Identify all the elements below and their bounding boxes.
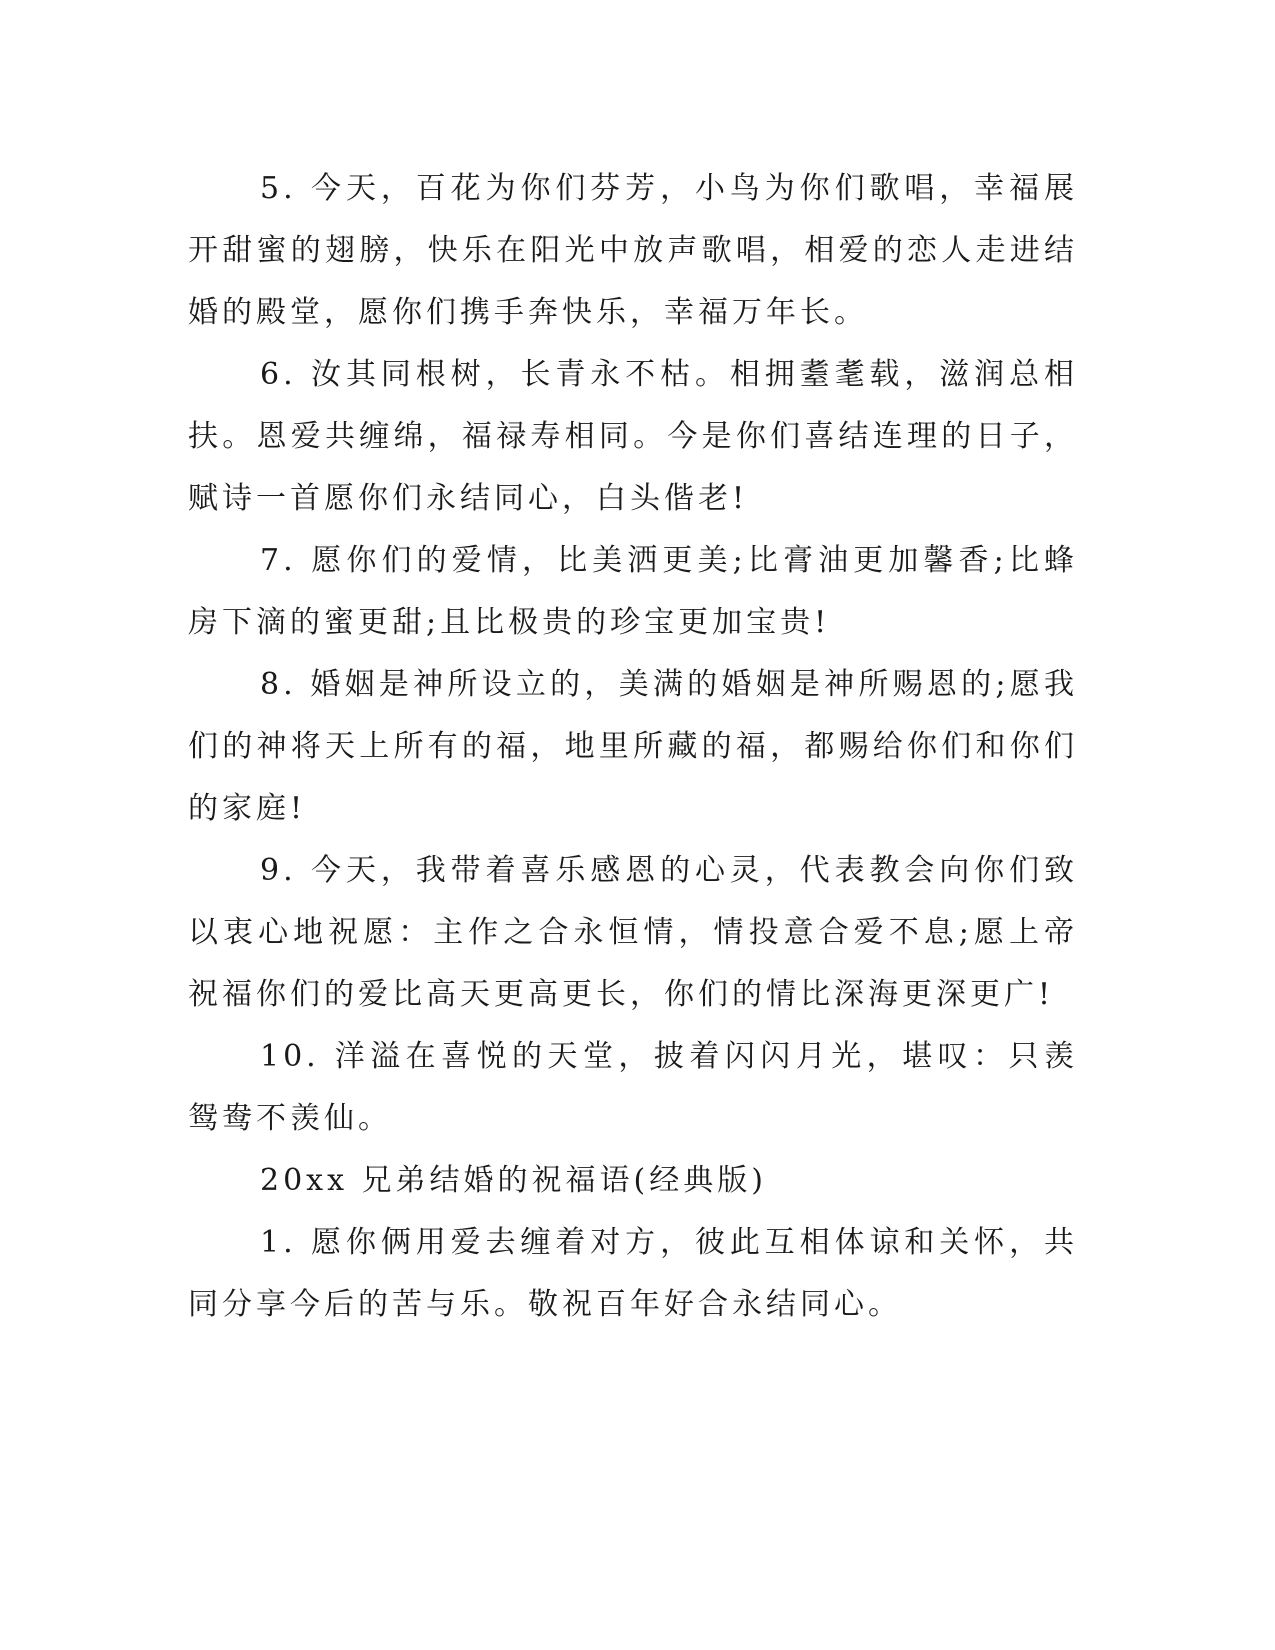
paragraph-blessing-9: 9. 今天，我带着喜乐感恩的心灵，代表教会向你们致以衷心地祝愿：主作之合永恒情，情投意合爱不息;愿上帝祝福你们的爱比高天更高更长，你们的情比深海更深更广! <box>188 853 1078 1012</box>
paragraph-blessing-7: 7. 愿你们的爱情，比美洒更美;比膏油更加馨香;比蜂房下滴的蜜更甜;且比极贵的珍宝更加宝贵! <box>188 543 1078 640</box>
paragraph-classic-1: 1. 愿你俩用爱去缠着对方，彼此互相体谅和关怀，共同分享今后的苦与乐。敬祝百年好合永结同心。 <box>188 1225 1078 1322</box>
section-heading: 20xx 兄弟结婚的祝福语(经典版) <box>260 1163 767 1198</box>
paragraph-blessing-8: 8. 婚姻是神所设立的，美满的婚姻是神所赐恩的;愿我们的神将天上所有的福，地里所藏的福，都赐给你们和你们的家庭! <box>188 667 1078 826</box>
body-text <box>188 158 1078 1336</box>
paragraph-blessing-6: 6. 汝其同根树，长青永不枯。相拥耋耄载，滋润总相扶。恩爱共缠绵，福禄寿相同。今是你们喜结连理的日子，赋诗一首愿你们永结同心，白头偕老! <box>188 357 1078 516</box>
paragraph-blessing-5: 5. 今天，百花为你们芬芳，小鸟为你们歌唱，幸福展开甜蜜的翅膀，快乐在阳光中放声歌唱，相爱的恋人走进结婚的殿堂，愿你们携手奔快乐，幸福万年长。 <box>188 171 1078 330</box>
paragraph-blessing-10: 10. 洋溢在喜悦的天堂，披着闪闪月光，堪叹：只羡鸳鸯不羡仙。 <box>188 1039 1078 1136</box>
